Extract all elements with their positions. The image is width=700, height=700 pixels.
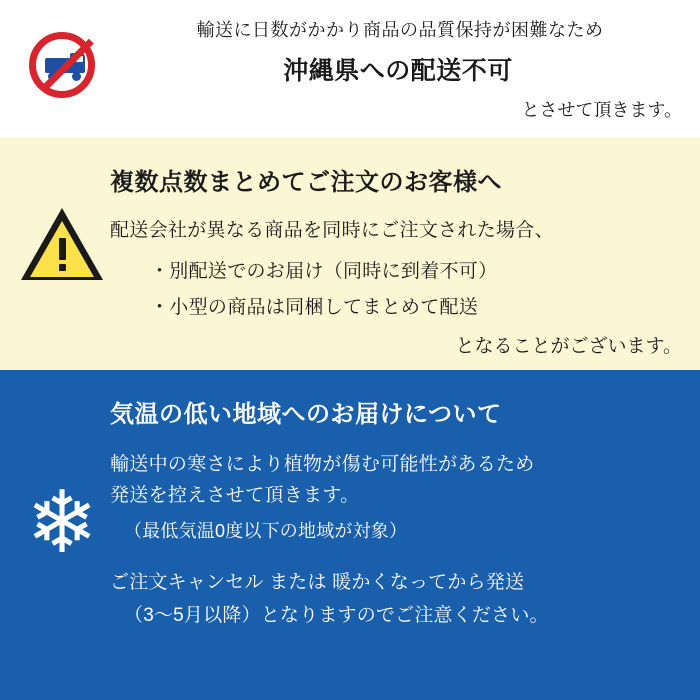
cold-region-title: 気温の低い地域へのお届けについて [110, 401, 502, 428]
list-item: ・別配送でのお届け（同時に到着不可） [150, 261, 498, 282]
multiple-items-text-block [110, 152, 686, 370]
cold-region-reason-text: 輸送中の寒さにより植物が傷む可能性があるため [110, 454, 535, 475]
no-truck-icon [14, 10, 110, 98]
multiple-items-section [0, 138, 700, 370]
cold-region-option-text: ご注文キャンセル または 暖かくなってから発送 [110, 572, 525, 593]
warning-triangle-icon [14, 152, 110, 370]
list-item: ・小型の商品は同梱してまとめて配送 [150, 297, 479, 318]
cold-region-caution-text: （3〜5月以降）となりますのでご注意ください。 [124, 605, 549, 626]
multiple-items-title: 複数点数まとめてご注文のお客様へ [110, 169, 502, 196]
cold-region-note: （最低気温0度以下の地域が対象） [124, 521, 408, 541]
cold-region-section [0, 370, 700, 700]
okinawa-reason-text: 輸送に日数がかかり商品の品質保持が困難なため [196, 20, 604, 40]
cold-region-text-block [110, 388, 686, 700]
multiple-items-lead: 配送会社が異なる商品を同時にご注文された場合、 [110, 220, 554, 241]
snowflake-icon [14, 388, 110, 700]
okinawa-closing-text: とさせて頂きます。 [521, 100, 682, 120]
multiple-items-bullet-list [110, 256, 686, 319]
okinawa-headline: 沖縄県への配送不可 [283, 57, 513, 85]
okinawa-text-block [110, 10, 686, 122]
okinawa-notice-section [0, 0, 700, 138]
snowflake-glyph: ❄ [25, 475, 99, 571]
cold-region-action-text: 発送を控えさせて頂きます。 [110, 485, 360, 506]
multiple-items-closing-text: となることがございます。 [455, 336, 682, 357]
